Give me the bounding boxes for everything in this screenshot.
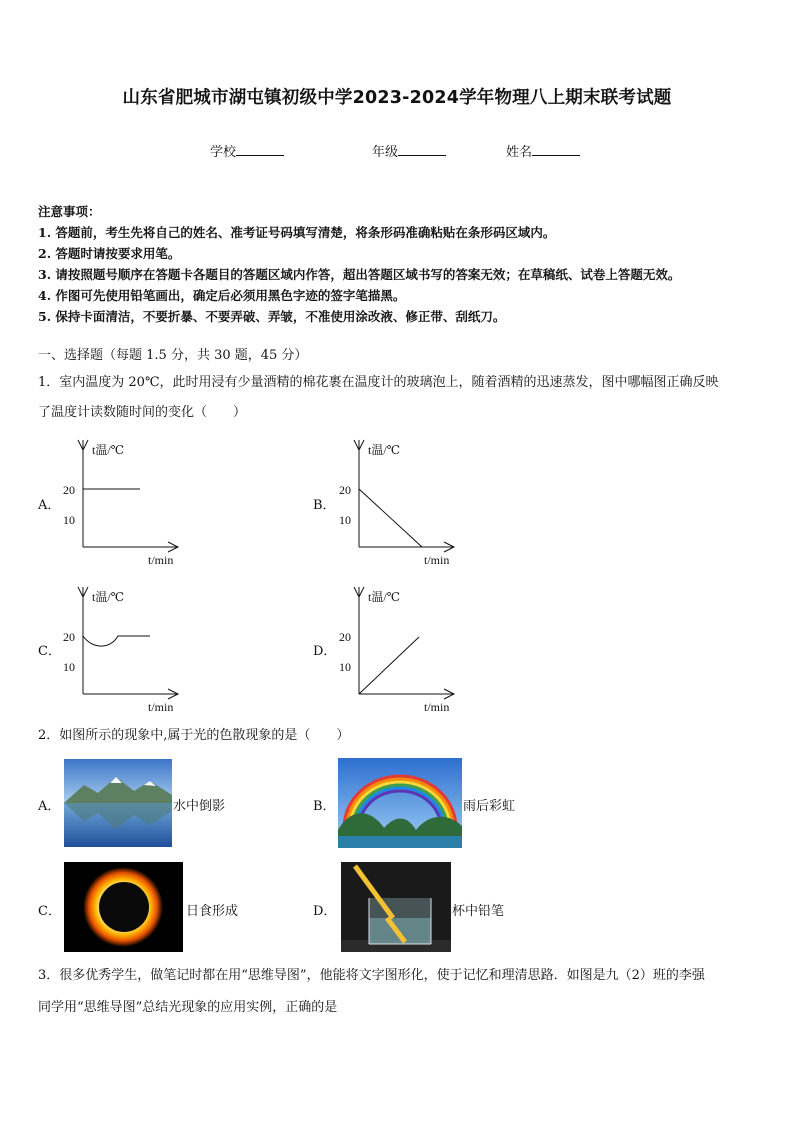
note-item-5: 5. 保持卡面清洁，不要折暴、不要弄破、弄皱，不准使用涂改液、修正带、刮纸刀。 [38,309,506,324]
q1-option-c-label[interactable]: C． [38,644,61,659]
grade-field[interactable]: 年级 [372,141,446,160]
y-axis-label: t温/℃ [92,590,125,604]
name-field[interactable]: 姓名 [506,141,580,160]
y-axis-label: t温/℃ [92,443,125,457]
x-axis-label: t/min [424,700,450,714]
notes-block [38,201,680,327]
solar-eclipse-image [64,862,183,952]
x-axis-label: t/min [148,700,174,714]
q2-caption-a: 水中倒影 [173,799,226,814]
q1-graph-d [336,583,466,715]
temperature-curve [83,636,150,646]
q2-option-d-label[interactable]: D． [313,904,337,919]
x-axis-label: t/min [424,553,450,567]
lake-reflection-image [64,759,172,847]
q1-stem-line2: 了温度计读数随时间的变化（ ） [38,405,247,420]
note-item-2: 2. 答题时请按要求用笔。 [38,246,181,261]
rainbow-image [338,758,462,848]
temperature-curve [359,489,422,547]
note-item-4: 4. 作图可先使用铅笔画出，确定后必须用黑色字迹的签字笔描黑。 [38,288,406,303]
note-item-3: 3. 请按照题号顺序在答题卡各题目的答题区域内作答，超出答题区域书写的答案无效；在草稿纸、试卷上答题无效。 [38,267,681,282]
tick-label-lo: 10 [339,660,351,674]
tick-label-lo: 10 [63,660,75,674]
q1-option-d-label[interactable]: D． [313,644,337,659]
q3-stem-line2: 同学用“思维导图”总结光现象的应用实例，正确的是 [38,1000,338,1015]
tick-label-lo: 10 [339,513,351,527]
temperature-curve [359,637,419,694]
x-axis-label: t/min [148,553,174,567]
tick-label-hi: 20 [339,483,351,497]
notes-heading: 注意事项： [38,204,101,219]
q2-caption-d: 杯中铅笔 [452,904,505,919]
tick-label-hi: 20 [339,630,351,644]
note-item-1: 1. 答题前，考生先将自己的姓名、准考证号码填写清楚，将条形码准确粘贴在条形码区域内。 [38,225,556,240]
pencil-in-cup-image [341,862,451,952]
section-heading: 一、选择题（每题 1.5 分，共 30 题，45 分） [38,348,308,363]
q2-option-c-label[interactable]: C． [38,904,61,919]
q2-option-b-label[interactable]: B． [313,799,336,814]
q1-option-b-label[interactable]: B． [313,498,336,513]
q1-graph-c [60,583,190,715]
q2-caption-c: 日食形成 [186,904,239,919]
q2-caption-b: 雨后彩虹 [463,799,516,814]
tick-label-hi: 20 [63,630,75,644]
q1-stem-line1: 1．室内温度为 20℃，此时用浸有少量酒精的棉花裹在温度计的玻璃泡上，随着酒精的迅速蒸发，图中哪幅图正确反映 [38,375,719,390]
q3-stem-line1: 3．很多优秀学生，做笔记时都在用“思维导图”，他能将文字图形化，使于记忆和理清思路．如图是九（2）班的李强 [38,968,705,983]
tick-label-hi: 20 [63,483,75,497]
school-field[interactable]: 学校 [210,141,284,160]
q1-option-a-label[interactable]: A． [38,498,61,513]
q2-stem: 2．如图所示的现象中,属于光的色散现象的是（ ） [38,728,350,743]
y-axis-label: t温/℃ [368,590,401,604]
page-title: 山东省肥城市湖屯镇初级中学2023-2024学年物理八上期末联考试题 [122,88,672,108]
tick-label-lo: 10 [63,513,75,527]
q1-graph-a [60,436,190,568]
q1-graph-b [336,436,466,568]
y-axis-label: t温/℃ [368,443,401,457]
q2-option-a-label[interactable]: A． [38,799,61,814]
